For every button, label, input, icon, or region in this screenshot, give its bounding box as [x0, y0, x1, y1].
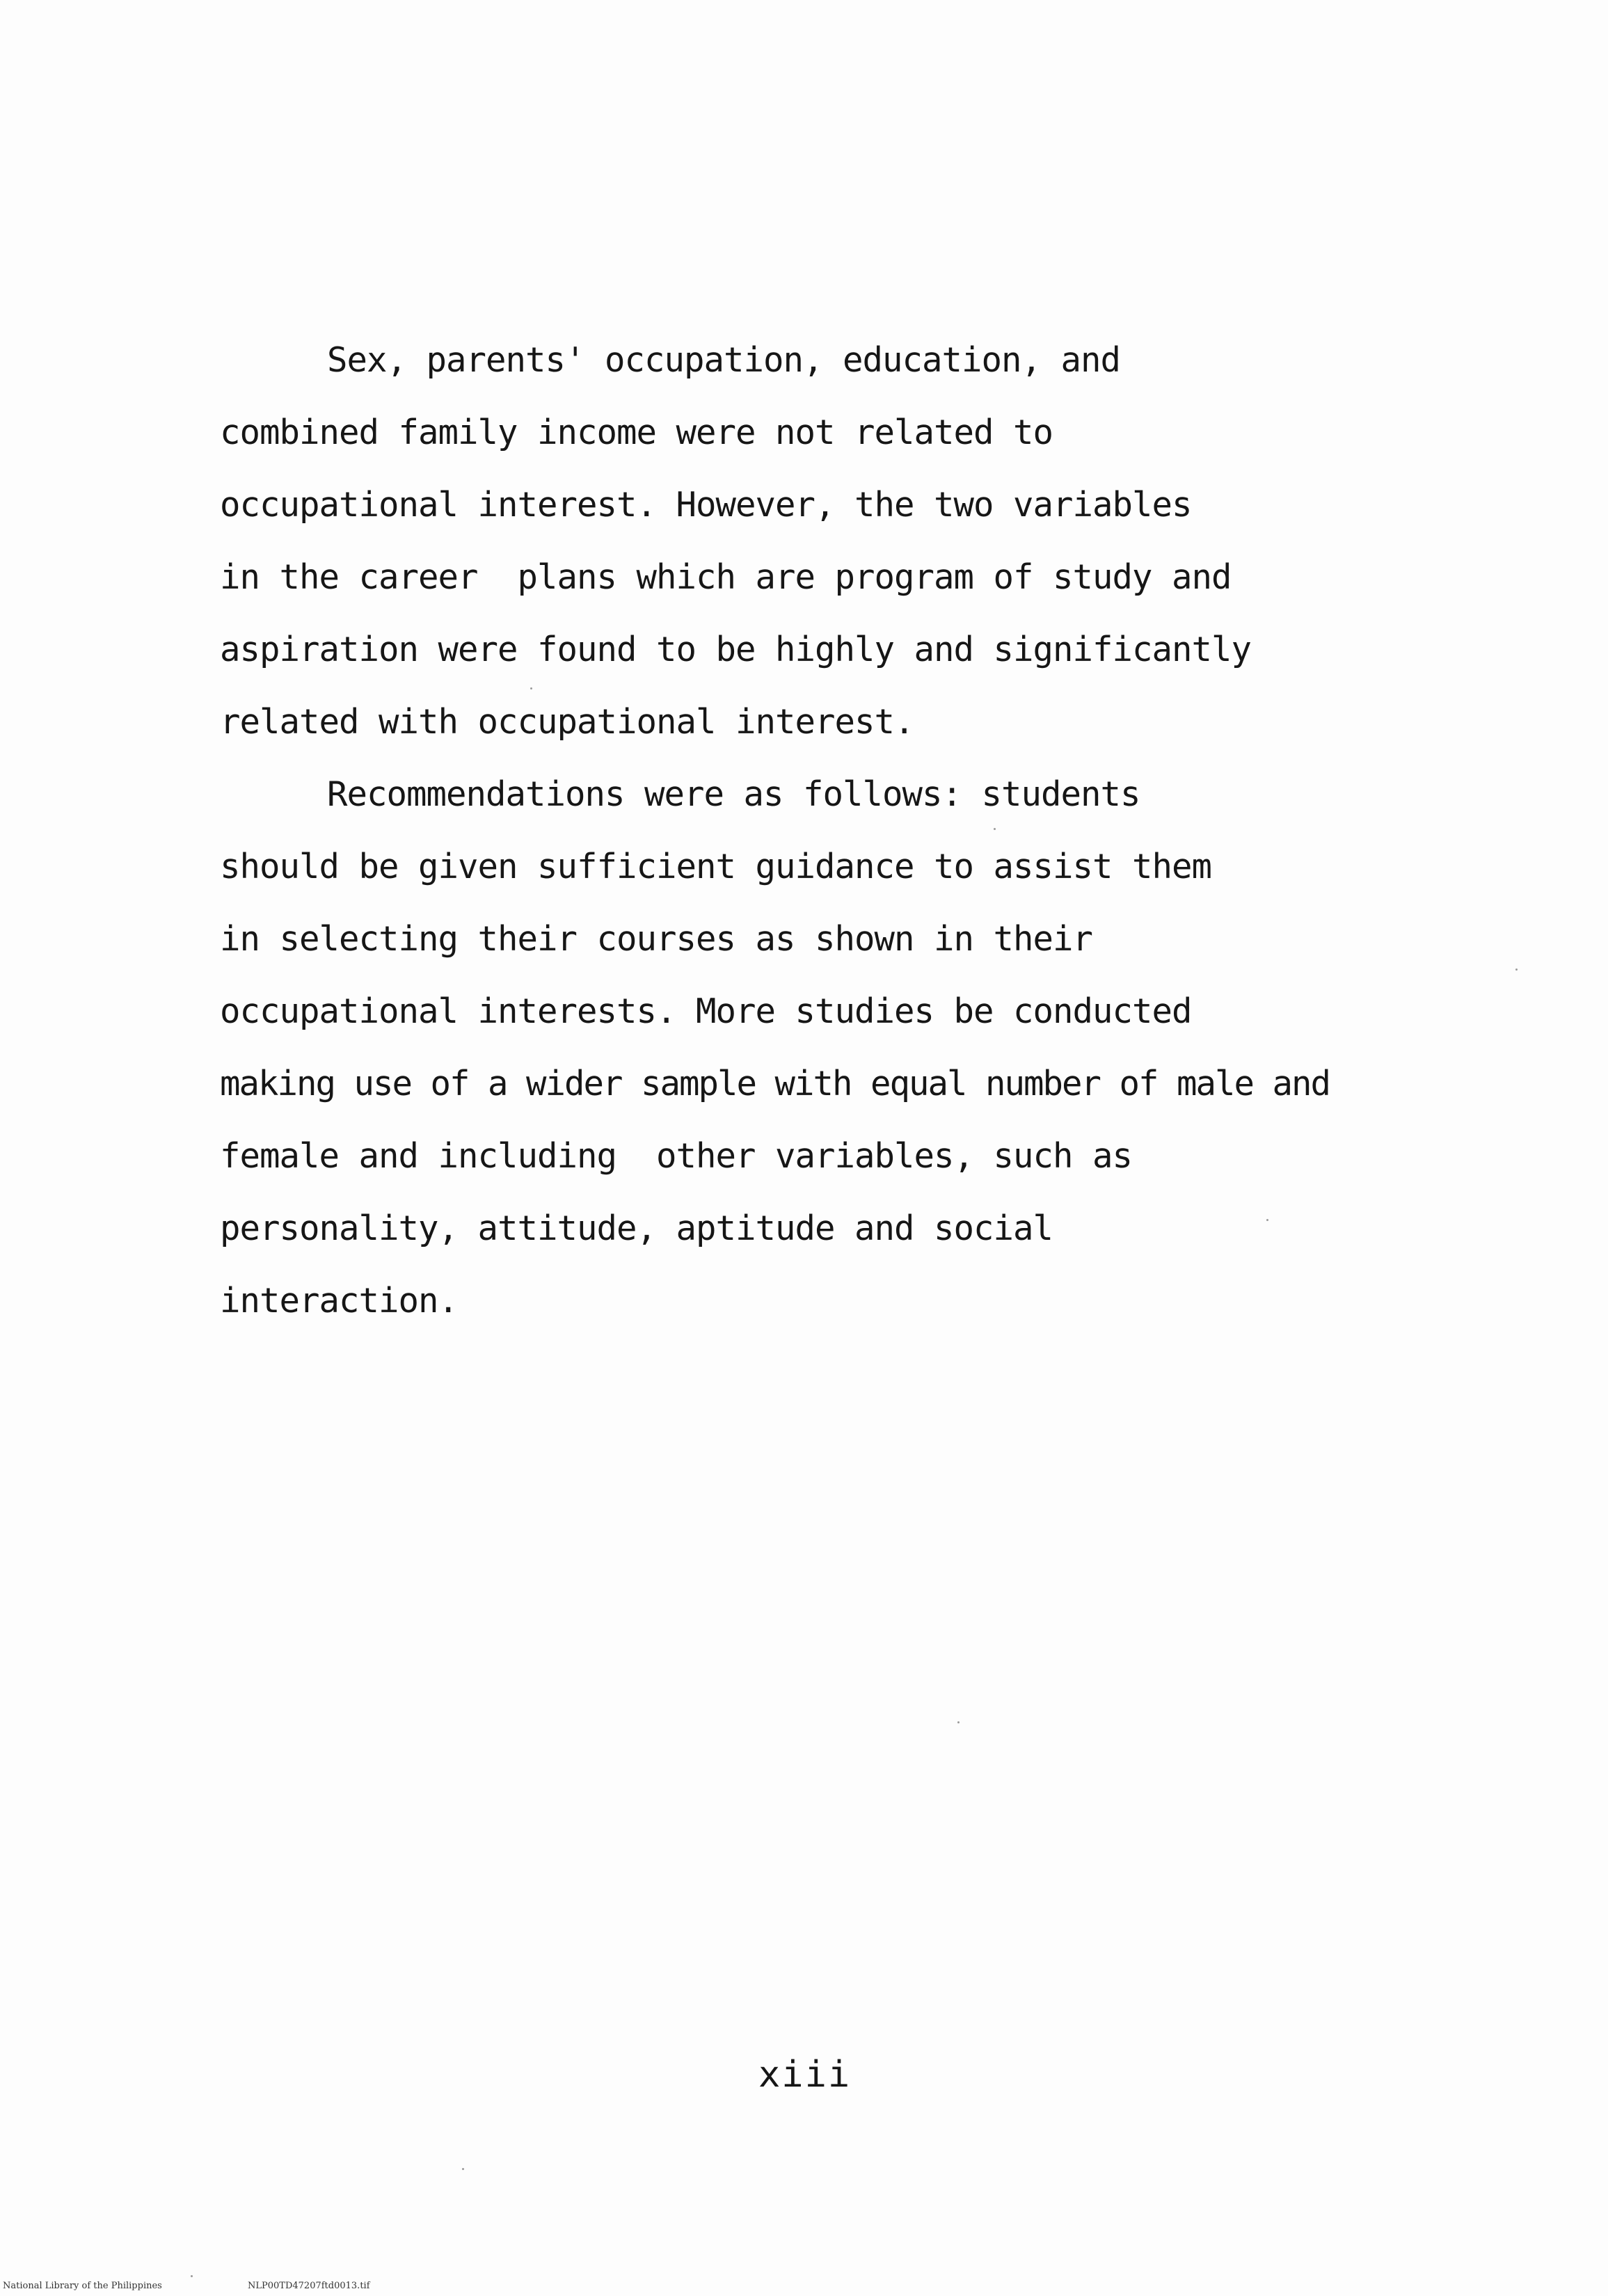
scan-speck: [994, 828, 996, 830]
text-line: combined family income were not related to: [220, 413, 1053, 452]
scan-speck: [1266, 1219, 1268, 1221]
text-line: aspiration were found to be highly and significantly: [220, 630, 1252, 669]
text-line: occupational interests. More studies be conducted: [220, 991, 1192, 1031]
text-line: Sex, parents' occupation, education, and: [327, 340, 1121, 380]
text-line: personality, attitude, aptitude and social: [220, 1209, 1053, 1248]
text-line: should be given sufficient guidance to assist them: [220, 847, 1212, 886]
text-line: occupational interest. However, the two variables: [220, 485, 1192, 525]
page-number: xiii: [758, 2054, 852, 2096]
scan-speck: [191, 2275, 193, 2277]
footer-library: National Library of the Philippines: [3, 2281, 162, 2291]
text-line: in the career plans which are program of study and: [220, 557, 1232, 597]
scan-speck: [957, 1721, 960, 1723]
scan-speck: [1515, 968, 1518, 971]
text-line: Recommendations were as follows: students: [327, 774, 1140, 814]
text-line: related with occupational interest.: [220, 702, 914, 742]
text-line: female and including other variables, such as: [220, 1136, 1133, 1176]
text-line: making use of a wider sample with equal number of male and: [220, 1064, 1330, 1103]
footer-filename: NLP00TD47207ftd0013.tif: [248, 2281, 370, 2291]
text-line: in selecting their courses as shown in their: [220, 919, 1093, 959]
scan-speck: [530, 687, 532, 689]
scan-speck: [462, 2168, 464, 2170]
text-line: interaction.: [220, 1281, 459, 1321]
